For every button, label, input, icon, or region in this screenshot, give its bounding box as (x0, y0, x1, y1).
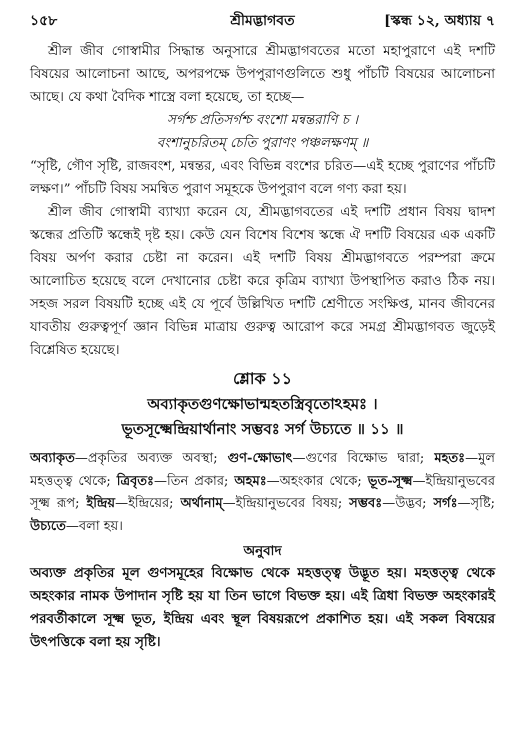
canto-chapter: [স্কন্ধ ১২, অধ্যায় ৭ (384, 13, 495, 29)
synonym-word: অর্থানাম্ (180, 496, 223, 511)
shloka-line-2: ভূতসূক্ষ্মেন্দ্রিয়ার্থানাং সম্ভবঃ সর্গ উচ্যতে ॥ ১১ ॥ (121, 420, 404, 438)
synonym-meaning: মুল মহত্তত্ত্ব থেকে; (30, 451, 495, 489)
page-number: ১৫৮ (30, 13, 58, 29)
synonym-meaning: ইন্দ্রিয়ানুভবের বিষয়; (235, 496, 350, 511)
synonym-meaning: সৃষ্টি; (470, 496, 495, 511)
synonym-dash: — (222, 496, 236, 511)
synonym-dash: — (65, 518, 79, 534)
synonym-meaning: অহংকার থেকে; (279, 473, 368, 489)
synonym-meaning: প্রকৃতির অব্যক্ত অবস্থা; (87, 451, 228, 466)
translation-text: অব্যক্ত প্রকৃতির মূল গুণসমূহের বিক্ষোভ থেকে মহত্তত্ত্ব উদ্ভূত হয়। মহত্তত্ত্ব থেকে অহংকার নামক উপাদান সৃষ্টি হয় যা তিন ভাগে বিভক্ত হয়। এই ত্রিধা বিভক্ত অহংকারই পরবর্তীকালে সূক্ষ্ম ভূত, ইন্দ্রিয় এবং স্থূল বিষয়রূপে প্রকাশিত হয়। এই সকল বিষয়ের উৎপত্তিকে বলা হয় সৃষ্টি। (30, 565, 495, 650)
synonym-word: অহমঃ (234, 473, 267, 489)
synonym-word: ত্রিবৃতঃ (116, 473, 154, 489)
synonym-dash: — (465, 451, 479, 466)
translation-title: অনুবাদ (243, 543, 282, 559)
synonym-word: গুণ-ক্ষোভাৎ (227, 451, 293, 466)
synonym-dash: — (266, 473, 280, 489)
page-body (30, 40, 495, 654)
synonym-meaning: ইন্দ্রিয়ানুভবের সূক্ষ্ম রূপ; (30, 473, 495, 511)
synonym-dash: — (382, 496, 396, 511)
synonym-dash: — (115, 496, 129, 511)
shloka-title: শ্লোক ১১ (232, 369, 293, 388)
purport-paragraph-2: “সৃষ্টি, গৌণ সৃষ্টি, রাজবংশ, মন্বন্তর, এবং বিভিন্ন বংশের চরিত—এই হচ্ছে পুরাণের পাঁচটি লক্ষণ।” পাঁচটি বিষয় সমন্বিত পুরাণ সমূহকে উপপুরাণ বলে গণ্য করা হয়। (30, 159, 495, 197)
book-title: শ্রীমদ্ভাগবত (230, 13, 295, 29)
quoted-verse-line-2: বংশানুচরিতম্ চেতি পুরাণং পঞ্চলক্ষণম্ ॥ (156, 136, 369, 151)
purport-paragraph-1: শ্রীল জীব গোস্বামীর সিদ্ধান্ত অনুসারে শ্রীমদ্ভাগবতের মতো মহাপুরাণে এই দশটি বিষয়ের আলোচনা আছে, অপরপক্ষে উপপুরাণগুলিতে শুধু পাঁচটি বিষয়ের আলোচনা আছে। যে কথা বৈদিক শাস্ত্রে বলা হয়েছে, তা হচ্ছে— (30, 44, 495, 105)
purport-paragraph-3: শ্রীল জীব গোস্বামী ব্যাখ্যা করেন যে, শ্রীমদ্ভাগবতের এই দশটি প্রধান বিষয় দ্বাদশ স্কন্ধের প্রতিটি স্কন্ধেই দৃষ্ট হয়। কেউ যেন বিশেষ বিশেষ স্কন্ধে ঐ দশটি বিষয়ের এক একটি বিষয় অর্পণ করার চেষ্টা না করেন। এই দশটি বিষয় শ্রীমদ্ভাগবতে পরম্পরা ক্রমে আলোচিত হয়েছে বলে দেখানোর চেষ্টা করে কৃত্রিম ব্যাখ্যা উপস্থাপিত করাও ঠিক নয়। সহজ সরল বিষয়টি হচ্ছে এই যে পূর্বে উল্লিখিত দশটি শ্রেণীতে সংক্ষিপ্ত, মানব জীবনের যাবতীয় গুরুত্বপূর্ণ জ্ঞান বিভিন্ন মাত্রায় গুরুত্ব আরোপ করে সমগ্র শ্রীমদ্ভাগবত জুড়েই বিশ্লেষিত হয়েছে। (30, 205, 495, 358)
synonym-dash: — (457, 496, 471, 511)
synonym-meaning: বলা হয়। (78, 518, 123, 534)
synonym-word: মহতঃ (434, 451, 466, 466)
synonym-word: ইন্দ্রিয় (86, 496, 116, 511)
shloka-line-1: অব্যাকৃতগুণক্ষোভান্মহতস্ত্রিবৃতোঽহমঃ । (147, 395, 378, 413)
synonym-dash: — (154, 473, 167, 489)
synonym-word: ভূত-সূক্ষ্ম (367, 473, 413, 489)
synonym-meaning: ইন্দ্রিয়ের; (128, 496, 181, 511)
synonym-word: সম্ভবঃ (349, 496, 383, 511)
synonym-word: উচ্যতে (30, 518, 66, 534)
synonym-meaning: উদ্ভব; (395, 496, 434, 511)
page-header (30, 9, 495, 31)
synonym-meaning: গুণের বিক্ষোভ দ্বারা; (305, 451, 435, 466)
synonym-dash: — (292, 451, 306, 466)
synonym-word: অব্যাকৃত (30, 451, 75, 466)
synonym-meaning: তিন প্রকার; (167, 473, 235, 489)
quoted-verse-line-1: সর্গশ্চ প্রতিসর্গশ্চ বংশো মন্বন্তরাণি চ । (166, 113, 358, 128)
synonym-dash: — (74, 451, 88, 466)
synonym-word: সর্গঃ (433, 496, 458, 511)
synonym-dash: — (412, 473, 426, 489)
synonyms-paragraph (30, 448, 495, 538)
